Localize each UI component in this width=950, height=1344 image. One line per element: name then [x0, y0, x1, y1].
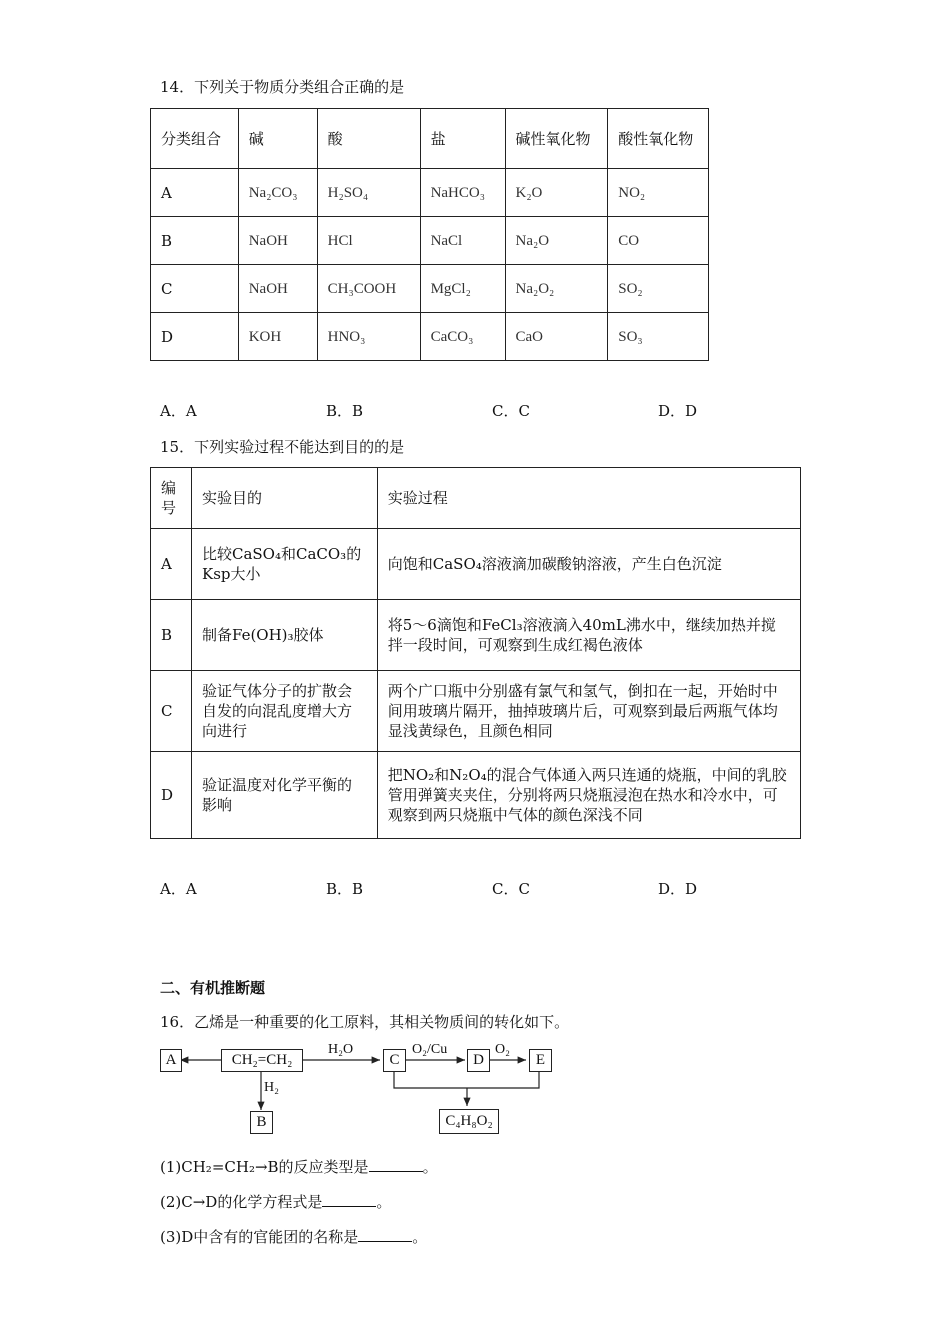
node-d: D	[467, 1049, 490, 1072]
formula-acidic-oxide: NO₂	[608, 169, 709, 217]
row-label: A	[151, 169, 239, 217]
q15-option-b[interactable]: B．B	[326, 880, 364, 898]
node-ester: C₄H₈O₂	[439, 1109, 499, 1134]
process-cell: 两个广口瓶中分别盛有氯气和氢气，倒扣在一起，开始时中间用玻璃片隔开，抽掉玻璃片后，可观察到最后两瓶气体均显浅黄绿色，且颜色相同	[377, 671, 800, 752]
node-e: E	[529, 1049, 552, 1072]
q15-option-d[interactable]: D．D	[658, 880, 698, 898]
header-cell: 编号	[151, 468, 192, 529]
q16-sub3: (3)D中含有的官能团的名称是 。	[160, 1228, 428, 1246]
q16-title: 16．乙烯是一种重要的化工原料，其相关物质间的转化如下。	[160, 1013, 570, 1031]
formula-basic-oxide: Na₂O₂	[505, 265, 608, 313]
label-h2o: H₂O	[328, 1042, 354, 1057]
header-cell: 碱性氧化物	[505, 109, 608, 169]
node-ethylene: CH₂=CH₂	[221, 1049, 303, 1072]
q14-option-c[interactable]: C．C	[492, 402, 530, 420]
formula-base: NaOH	[238, 265, 317, 313]
formula-basic-oxide: Na₂O	[505, 217, 608, 265]
formula-acid: HNO₃	[317, 313, 420, 361]
formula-acid: CH₃COOH	[317, 265, 420, 313]
q16-sub2: (2)C→D的化学方程式是 。	[160, 1193, 392, 1211]
formula-salt: NaCl	[420, 217, 505, 265]
formula-base: Na₂CO₃	[238, 169, 317, 217]
formula-salt: MgCl₂	[420, 265, 505, 313]
header-cell: 盐	[420, 109, 505, 169]
formula-salt: CaCO₃	[420, 313, 505, 361]
reaction-diagram	[150, 1040, 570, 1140]
node-b: B	[250, 1111, 273, 1134]
process-cell: 向饱和CaSO₄溶液滴加碳酸钠溶液，产生白色沉淀	[377, 529, 800, 600]
formula-acidic-oxide: SO₂	[608, 265, 709, 313]
table-row	[151, 671, 801, 752]
table-row	[151, 529, 801, 600]
formula-base: KOH	[238, 313, 317, 361]
node-c: C	[383, 1049, 406, 1072]
label-o2: O₂	[495, 1042, 510, 1057]
label-h2: H₂	[264, 1080, 279, 1095]
q15-title: 15．下列实验过程不能达到目的的是	[160, 438, 405, 456]
row-label: D	[151, 752, 192, 839]
table-row	[151, 313, 709, 361]
row-label: C	[151, 265, 239, 313]
node-a: A	[160, 1049, 182, 1072]
label-o2cu: O₂/Cu	[412, 1042, 448, 1057]
answer-blank-1[interactable]	[369, 1157, 423, 1172]
section-title: 二、有机推断题	[160, 979, 266, 997]
row-label: B	[151, 217, 239, 265]
answer-blank-2[interactable]	[322, 1192, 376, 1207]
header-cell: 酸	[317, 109, 420, 169]
formula-salt: NaHCO₃	[420, 169, 505, 217]
formula-acidic-oxide: CO	[608, 217, 709, 265]
header-cell: 分类组合	[151, 109, 239, 169]
q14-option-d[interactable]: D．D	[658, 402, 698, 420]
row-label: C	[151, 671, 192, 752]
table-row	[151, 217, 709, 265]
bracket-c-e	[394, 1071, 539, 1088]
formula-acid: HCl	[317, 217, 420, 265]
process-cell: 将5～6滴饱和FeCl₃溶液滴入40mL沸水中，继续加热并搅拌一段时间，可观察到生成红褐色液体	[377, 600, 800, 671]
purpose-cell: 验证气体分子的扩散会自发的向混乱度增大方向进行	[191, 671, 377, 752]
purpose-cell: 制备Fe(OH)₃胶体	[191, 600, 377, 671]
q14-table	[150, 108, 709, 361]
purpose-cell: 比较CaSO₄和CaCO₃的Ksp大小	[191, 529, 377, 600]
answer-blank-3[interactable]	[358, 1227, 412, 1242]
formula-acidic-oxide: SO₃	[608, 313, 709, 361]
q15-option-c[interactable]: C．C	[492, 880, 530, 898]
formula-basic-oxide: K₂O	[505, 169, 608, 217]
formula-acid: H₂SO₄	[317, 169, 420, 217]
row-label: A	[151, 529, 192, 600]
q14-option-b[interactable]: B．B	[326, 402, 364, 420]
q14-option-a[interactable]: A．A	[160, 402, 197, 420]
q14-title: 14．下列关于物质分类组合正确的是	[160, 78, 405, 96]
table-row	[151, 265, 709, 313]
purpose-cell: 验证温度对化学平衡的影响	[191, 752, 377, 839]
table-header-row	[151, 468, 801, 529]
row-label: B	[151, 600, 192, 671]
header-cell: 实验目的	[191, 468, 377, 529]
q16-sub1: (1)CH₂=CH₂→B的反应类型是 。	[160, 1158, 438, 1176]
header-cell: 碱	[238, 109, 317, 169]
table-row	[151, 752, 801, 839]
table-row	[151, 600, 801, 671]
table-header-row	[151, 109, 709, 169]
process-cell: 把NO₂和N₂O₄的混合气体通入两只连通的烧瓶，中间的乳胶管用弹簧夹夹住，分别将两只烧瓶浸泡在热水和冷水中，可观察到两只烧瓶中气体的颜色深浅不同	[377, 752, 800, 839]
q15-table	[150, 467, 801, 839]
header-cell: 实验过程	[377, 468, 800, 529]
row-label: D	[151, 313, 239, 361]
table-row	[151, 169, 709, 217]
q15-option-a[interactable]: A．A	[160, 880, 197, 898]
header-cell: 酸性氧化物	[608, 109, 709, 169]
formula-basic-oxide: CaO	[505, 313, 608, 361]
formula-base: NaOH	[238, 217, 317, 265]
